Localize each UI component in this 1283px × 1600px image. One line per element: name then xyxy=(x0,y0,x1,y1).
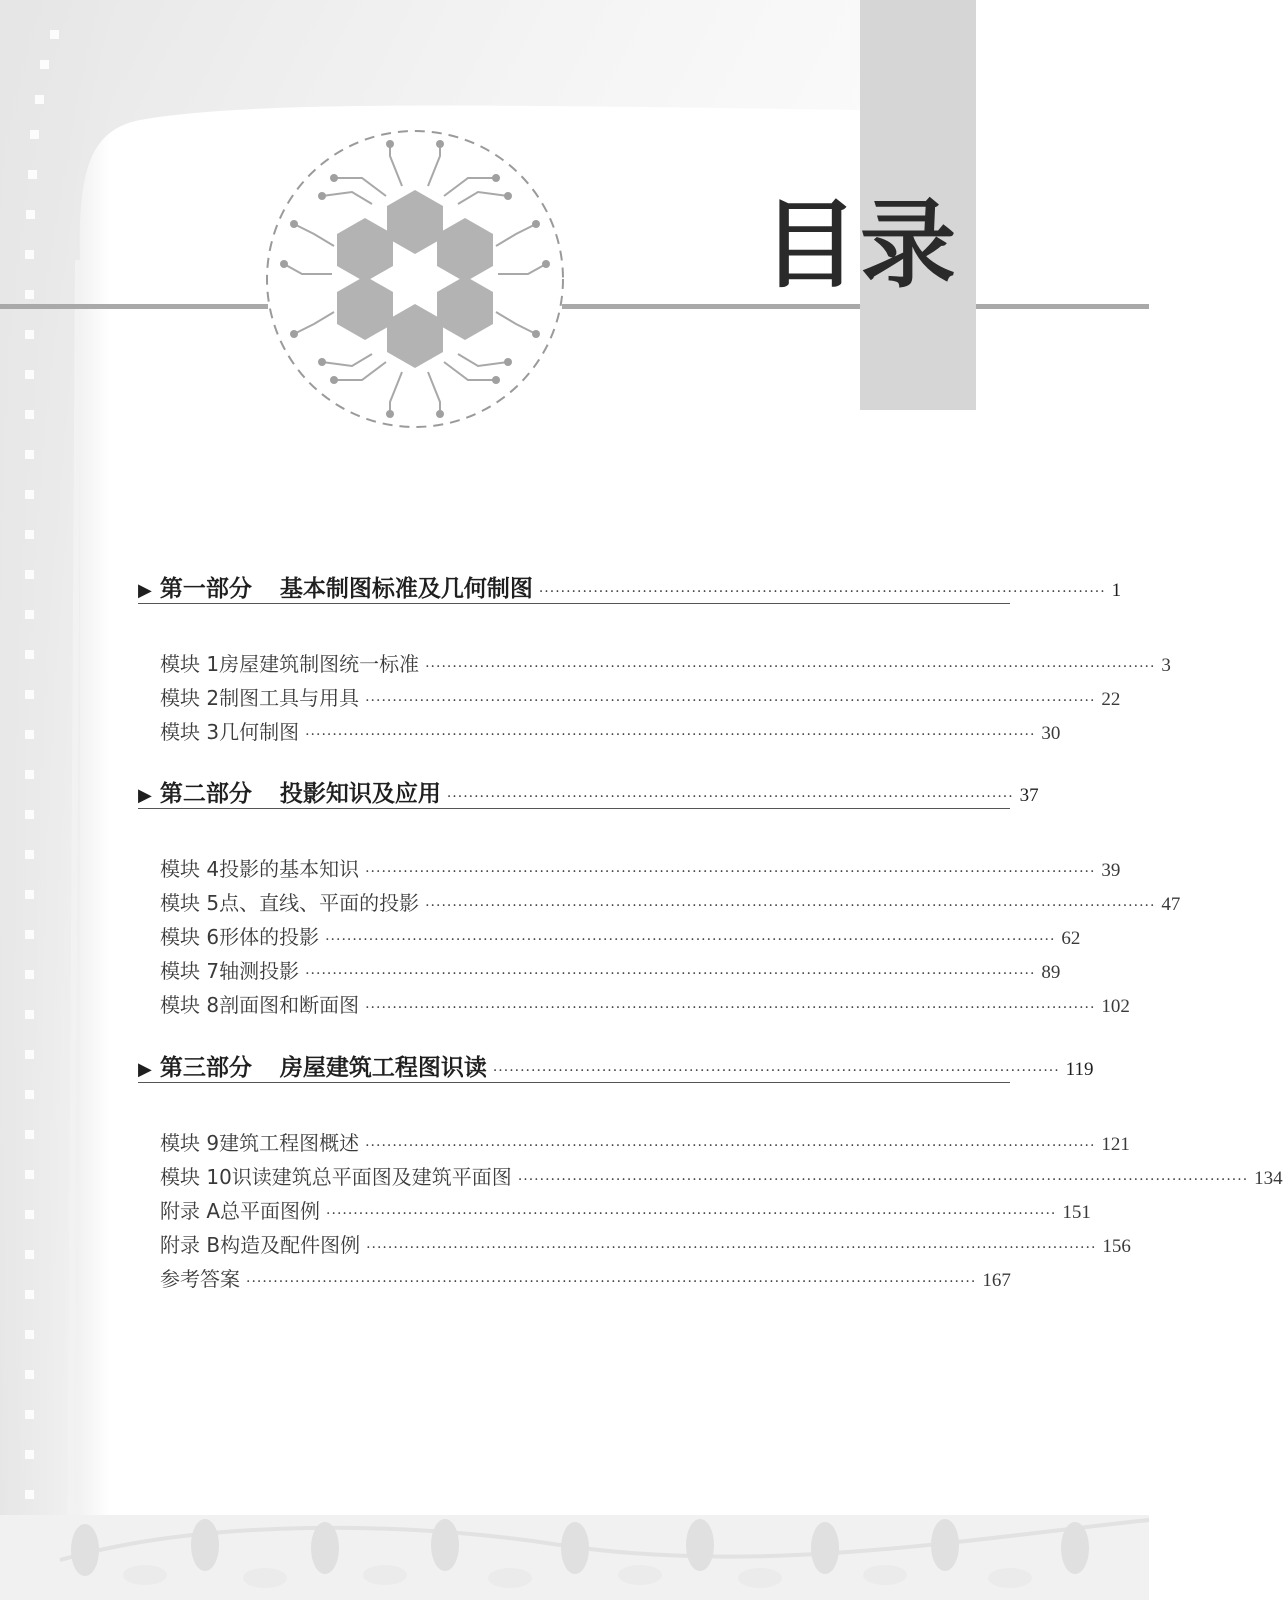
module-title: 几何制图 xyxy=(219,720,300,744)
toc-entry[interactable] xyxy=(160,955,1061,985)
page-number: 151 xyxy=(1062,1202,1091,1223)
dot-leader: ······································································································································ xyxy=(365,693,1096,709)
module-title: 剖面图和断面图 xyxy=(219,993,360,1017)
appendix-label: 附录 A xyxy=(160,1199,221,1223)
answers-title: 参考答案 xyxy=(160,1267,240,1291)
module-label: 模块 10 xyxy=(160,1165,232,1189)
toc-entry[interactable] xyxy=(160,921,1081,951)
dot-leader: ········································································································ xyxy=(446,789,1014,805)
page-number: 102 xyxy=(1101,996,1130,1017)
page-number: 37 xyxy=(1019,785,1039,806)
toc-entry[interactable] xyxy=(160,1161,1283,1191)
part-label: 第一部分 xyxy=(159,575,252,602)
table-of-contents xyxy=(138,0,1283,1600)
dot-leader: ······································································································································ xyxy=(325,932,1056,948)
module-title: 识读建筑总平面图及建筑平面图 xyxy=(231,1165,512,1189)
module-label: 模块 5 xyxy=(160,891,220,915)
dot-leader: ······································································································································ xyxy=(246,1274,977,1290)
toc-entry-answers[interactable] xyxy=(160,1263,1010,1293)
page-number: 62 xyxy=(1061,928,1081,949)
dot-leader: ······································································································································ xyxy=(365,864,1096,880)
dot-leader: ······································································································································ xyxy=(305,966,1036,982)
appendix-label: 附录 B xyxy=(160,1233,221,1257)
page-number: 47 xyxy=(1161,894,1181,915)
part-title: 投影知识及应用 xyxy=(279,780,441,807)
toc-part-1[interactable] xyxy=(138,570,1122,604)
dot-leader: ······································································································································ xyxy=(326,1206,1057,1222)
part-title: 基本制图标准及几何制图 xyxy=(279,575,533,602)
page-number: 156 xyxy=(1102,1236,1131,1257)
part-title: 房屋建筑工程图识读 xyxy=(279,1054,487,1081)
module-label: 模块 9 xyxy=(160,1131,220,1155)
dot-leader: ······································································································································ xyxy=(517,1172,1249,1188)
appendix-title: 总平面图例 xyxy=(220,1199,321,1223)
page-number: 134 xyxy=(1254,1168,1283,1189)
dot-leader: ······································································································································ xyxy=(305,727,1036,743)
module-label: 模块 7 xyxy=(160,959,220,983)
dot-leader: ······································································································································ xyxy=(425,898,1156,914)
module-title: 轴测投影 xyxy=(219,959,300,983)
dot-leader: ······································································································································ xyxy=(425,659,1156,675)
part-underline xyxy=(138,808,1010,809)
module-label: 模块 8 xyxy=(160,993,220,1017)
page-number: 22 xyxy=(1101,689,1121,710)
dot-leader: ········································································································ xyxy=(492,1063,1060,1079)
module-title: 房屋建筑制图统一标准 xyxy=(219,652,420,676)
dot-leader: ······································································································································ xyxy=(365,1138,1096,1154)
appendix-title: 构造及配件图例 xyxy=(220,1233,361,1257)
toc-entry[interactable] xyxy=(160,887,1181,917)
triangle-bullet-icon: ▶ xyxy=(138,580,152,601)
toc-part-3[interactable] xyxy=(138,1049,1094,1083)
page-number: 3 xyxy=(1161,655,1171,676)
part-label: 第二部分 xyxy=(159,780,252,807)
module-label: 模块 1 xyxy=(160,652,220,676)
module-title: 点、直线、平面的投影 xyxy=(219,891,420,915)
page-title: 目录 xyxy=(762,188,958,301)
module-label: 模块 4 xyxy=(160,857,220,881)
part-underline xyxy=(138,1082,1010,1083)
module-label: 模块 6 xyxy=(160,925,220,949)
triangle-bullet-icon: ▶ xyxy=(138,785,152,806)
triangle-bullet-icon: ▶ xyxy=(138,1059,152,1080)
module-title: 制图工具与用具 xyxy=(219,686,360,710)
page-number: 89 xyxy=(1041,962,1061,983)
part-label: 第三部分 xyxy=(159,1054,252,1081)
toc-entry[interactable] xyxy=(160,1195,1091,1225)
toc-entry[interactable] xyxy=(160,989,1130,1019)
toc-entry[interactable] xyxy=(160,682,1121,712)
page-number: 30 xyxy=(1041,723,1061,744)
page-number: 167 xyxy=(982,1270,1011,1291)
module-title: 建筑工程图概述 xyxy=(219,1131,360,1155)
dot-leader: ········································································································ xyxy=(538,584,1106,600)
toc-entry[interactable] xyxy=(160,1127,1130,1157)
page-number: 121 xyxy=(1101,1134,1130,1155)
toc-entry[interactable] xyxy=(160,716,1061,746)
dot-leader: ······································································································································ xyxy=(366,1240,1097,1256)
toc-entry[interactable] xyxy=(160,853,1121,883)
toc-entry[interactable] xyxy=(160,1229,1131,1259)
module-label: 模块 3 xyxy=(160,720,220,744)
dot-leader: ······································································································································ xyxy=(365,1000,1096,1016)
toc-part-2[interactable] xyxy=(138,775,1039,809)
part-underline xyxy=(138,603,1010,604)
page-number: 1 xyxy=(1111,580,1122,601)
page-number: 119 xyxy=(1065,1059,1094,1080)
module-title: 投影的基本知识 xyxy=(219,857,360,881)
module-label: 模块 2 xyxy=(160,686,220,710)
page-number: 39 xyxy=(1101,860,1121,881)
toc-entry[interactable] xyxy=(160,648,1171,678)
module-title: 形体的投影 xyxy=(219,925,320,949)
